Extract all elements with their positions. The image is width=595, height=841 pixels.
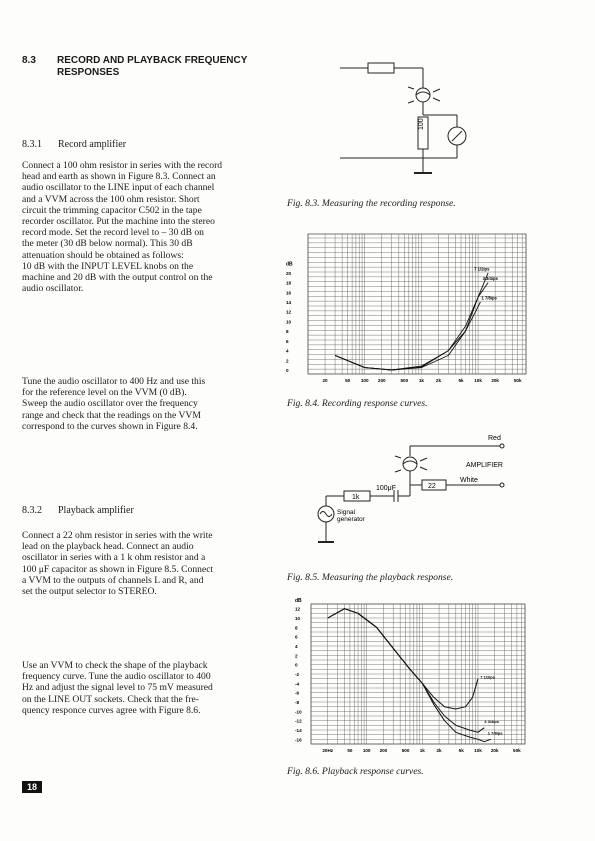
- text-line: set the output selector to STEREO.: [22, 586, 157, 598]
- fig86-y-tick: -14: [295, 728, 302, 733]
- fig86-x-tick: 50k: [513, 748, 521, 753]
- text-line: head and earth as shown in Figure 8.3. Connect an: [22, 171, 216, 183]
- fig84-x-tick: 500: [400, 378, 409, 383]
- fig84-y-tick: 2: [286, 358, 289, 364]
- fig84-curve: [335, 273, 488, 370]
- fig84-y-tick: 8: [286, 329, 289, 335]
- signal-generator-label-1: Signal: [337, 509, 356, 516]
- fig86-unit-label: dB: [295, 598, 302, 604]
- text-line: oscillator in series with a 1 k ohm resistor and a: [22, 552, 206, 564]
- text-line: audio oscillator.: [22, 283, 84, 295]
- paragraph-record-check: [22, 376, 284, 432]
- subsection-title-1: Record amplifier: [58, 139, 127, 150]
- fig84-y-tick: 4: [286, 348, 289, 354]
- text-line: record mode. Set the record level to – 30 dB on: [22, 227, 204, 239]
- fig84-x-tick: 100: [360, 378, 369, 383]
- fig86-curve: [328, 609, 491, 742]
- text-line: frequency curve. Tune the audio oscillator to 400: [22, 671, 211, 683]
- amplifier-label: AMPLIFIER: [466, 462, 503, 469]
- text-line: for the reference level on the VVM (0 dB).: [22, 387, 187, 399]
- fig84-x-tick: 20: [322, 378, 328, 383]
- text-line: Connect a 100 ohm resistor in series with the record: [22, 160, 223, 171]
- figure-8-3-circuit: [330, 55, 480, 185]
- text-line: 10 dB with the INPUT LEVEL knobs on the: [22, 260, 194, 272]
- fig86-y-tick: 6: [295, 634, 298, 640]
- fig86-curve: [328, 609, 478, 709]
- fig86-y-tick: 12: [295, 606, 301, 612]
- subsection-title-2: Playback amplifier: [58, 505, 134, 516]
- text-line: on the LINE OUT sockets. Check that the fre-: [22, 693, 199, 705]
- text-line: a VVM to the outputs of channels L and R, and: [22, 574, 204, 586]
- fig86-x-tick: 5k: [458, 748, 464, 753]
- resistor-100-label: 100: [418, 118, 425, 130]
- white-terminal-label: White: [460, 477, 478, 484]
- fig86-curve-label: 1 7/8ips: [487, 730, 503, 736]
- fig84-curve: [335, 283, 488, 370]
- fig86-curve-label: 7 1/2ips: [480, 674, 495, 680]
- fig86-y-tick: -4: [295, 681, 300, 687]
- red-terminal-label: Red: [488, 435, 501, 442]
- capacitor-label: 100μF: [376, 485, 396, 492]
- fig-8-6-caption: Fig. 8.6. Playback response curves.: [287, 766, 424, 777]
- fig84-x-tick: 5k: [458, 378, 464, 383]
- fig86-y-tick: -6: [295, 690, 300, 696]
- fig84-x-tick: 1k: [418, 378, 424, 383]
- fig84-y-tick: 10: [286, 319, 292, 325]
- section-title-line2: RESPONSES: [57, 67, 120, 78]
- fig86-y-tick: 10: [295, 616, 301, 621]
- fig86-y-tick: -16: [295, 737, 302, 743]
- text-line: Connect a 22 ohm resistor in series with the write: [22, 530, 213, 541]
- fig84-curve-label: 3 3/4ips: [482, 276, 498, 282]
- fig84-y-tick: 14: [286, 300, 292, 305]
- fig84-x-tick: 2k: [435, 378, 442, 383]
- fig86-x-tick: 2k: [436, 748, 442, 753]
- resistor-22-label: 22: [428, 483, 436, 490]
- text-line: the meter (30 dB below normal). This 30 dB: [22, 238, 193, 250]
- figure-8-5-circuit: [300, 430, 530, 560]
- fig84-unit-label: dB: [286, 261, 293, 268]
- text-line: Sweep the audio oscillator over the frequency: [22, 398, 198, 410]
- paragraph-record-setup: [22, 160, 284, 294]
- resistor-1k-label: 1k: [352, 494, 360, 501]
- fig84-x-tick: 50: [345, 378, 351, 383]
- fig84-y-tick: 18: [286, 280, 292, 286]
- fig86-x-tick: 20k: [490, 748, 499, 753]
- section-number: 8.3: [22, 55, 36, 66]
- fig86-x-tick: 50: [347, 748, 353, 753]
- text-line: audio oscillator to the LINE input of each channel: [22, 182, 215, 194]
- fig86-x-tick: 500: [401, 748, 410, 753]
- fig84-y-tick: 20: [286, 270, 292, 276]
- fig84-x-tick: 50k: [513, 378, 522, 383]
- text-line: circuit the trimming capacitor C502 in the tape: [22, 204, 202, 216]
- text-line: Tune the audio oscillator to 400 Hz and use this: [22, 376, 206, 387]
- text-line: attenuation should be obtained as follows:: [22, 249, 184, 261]
- figure-8-4-chart: [278, 224, 530, 390]
- text-line: recorder oscillator. Put the machine into the stereo: [22, 216, 215, 228]
- paragraph-playback-setup: [22, 530, 284, 597]
- page-number: 18: [22, 781, 42, 793]
- fig86-x-tick: 10k: [474, 748, 482, 753]
- text-line: correspond to the curves shown in Figure 8.4.: [22, 420, 198, 432]
- fig86-y-tick: 0: [295, 662, 298, 668]
- text-line: quency responce curves agree with Figure 8.6.: [22, 704, 201, 716]
- figure-8-6-chart: [293, 598, 529, 760]
- fig86-y-tick: -12: [295, 718, 302, 724]
- text-line: Use an VVM to check the shape of the playback: [22, 660, 208, 671]
- section-title-line1: RECORD AND PLAYBACK FREQUENCY: [57, 55, 248, 66]
- fig-8-5-caption: Fig. 8.5. Measuring the playback response.: [287, 572, 454, 583]
- fig84-x-tick: 200: [377, 378, 386, 383]
- fig86-y-tick: 8: [295, 625, 298, 631]
- fig86-y-tick: -8: [295, 700, 300, 705]
- fig-8-3-caption: Fig. 8.3. Measuring the recording response.: [287, 198, 456, 209]
- fig84-x-tick: 10k: [474, 378, 482, 383]
- fig86-x-tick: 100: [362, 748, 371, 753]
- fig84-y-tick: 12: [286, 309, 292, 315]
- fig84-curve-label: 1 7/8ips: [481, 295, 497, 301]
- subsection-number-2: 8.3.2: [22, 505, 42, 516]
- text-line: range and check that the readings on the VVM: [22, 409, 201, 421]
- fig86-y-tick: 2: [295, 653, 298, 659]
- fig86-curve-label: 3 3/4ips: [484, 719, 499, 724]
- fig86-y-tick: -2: [295, 672, 300, 677]
- text-line: lead on the playback head. Connect an audio: [22, 541, 194, 553]
- fig86-x-tick: 1k: [419, 748, 425, 753]
- text-line: machine and 20 dB with the output control on the: [22, 272, 213, 284]
- fig84-x-tick: 20k: [491, 378, 499, 383]
- fig86-y-tick: -10: [295, 709, 302, 715]
- fig84-y-tick: 0: [286, 368, 289, 373]
- fig86-x-tick: 20Hz: [322, 748, 334, 753]
- section-title: [57, 55, 247, 79]
- fig86-x-tick: 200: [379, 748, 388, 753]
- text-line: Hz and adjust the signal level to 75 mV measured: [22, 682, 213, 694]
- fig86-y-tick: 4: [295, 644, 298, 649]
- fig84-y-tick: 16: [286, 290, 292, 296]
- text-line: and a VVM across the 100 ohm resistor. Short: [22, 193, 200, 205]
- fig84-y-tick: 6: [286, 338, 289, 344]
- subsection-number-1: 8.3.1: [22, 139, 42, 150]
- text-line: 100 μF capacitor as shown in Figure 8.5. Connect: [22, 563, 214, 575]
- paragraph-playback-check: [22, 660, 284, 716]
- fig-8-4-caption: Fig. 8.4. Recording response curves.: [287, 398, 428, 409]
- signal-generator-label-2: generator: [337, 516, 365, 523]
- fig84-curve-label: 7 1/2ips: [474, 266, 490, 272]
